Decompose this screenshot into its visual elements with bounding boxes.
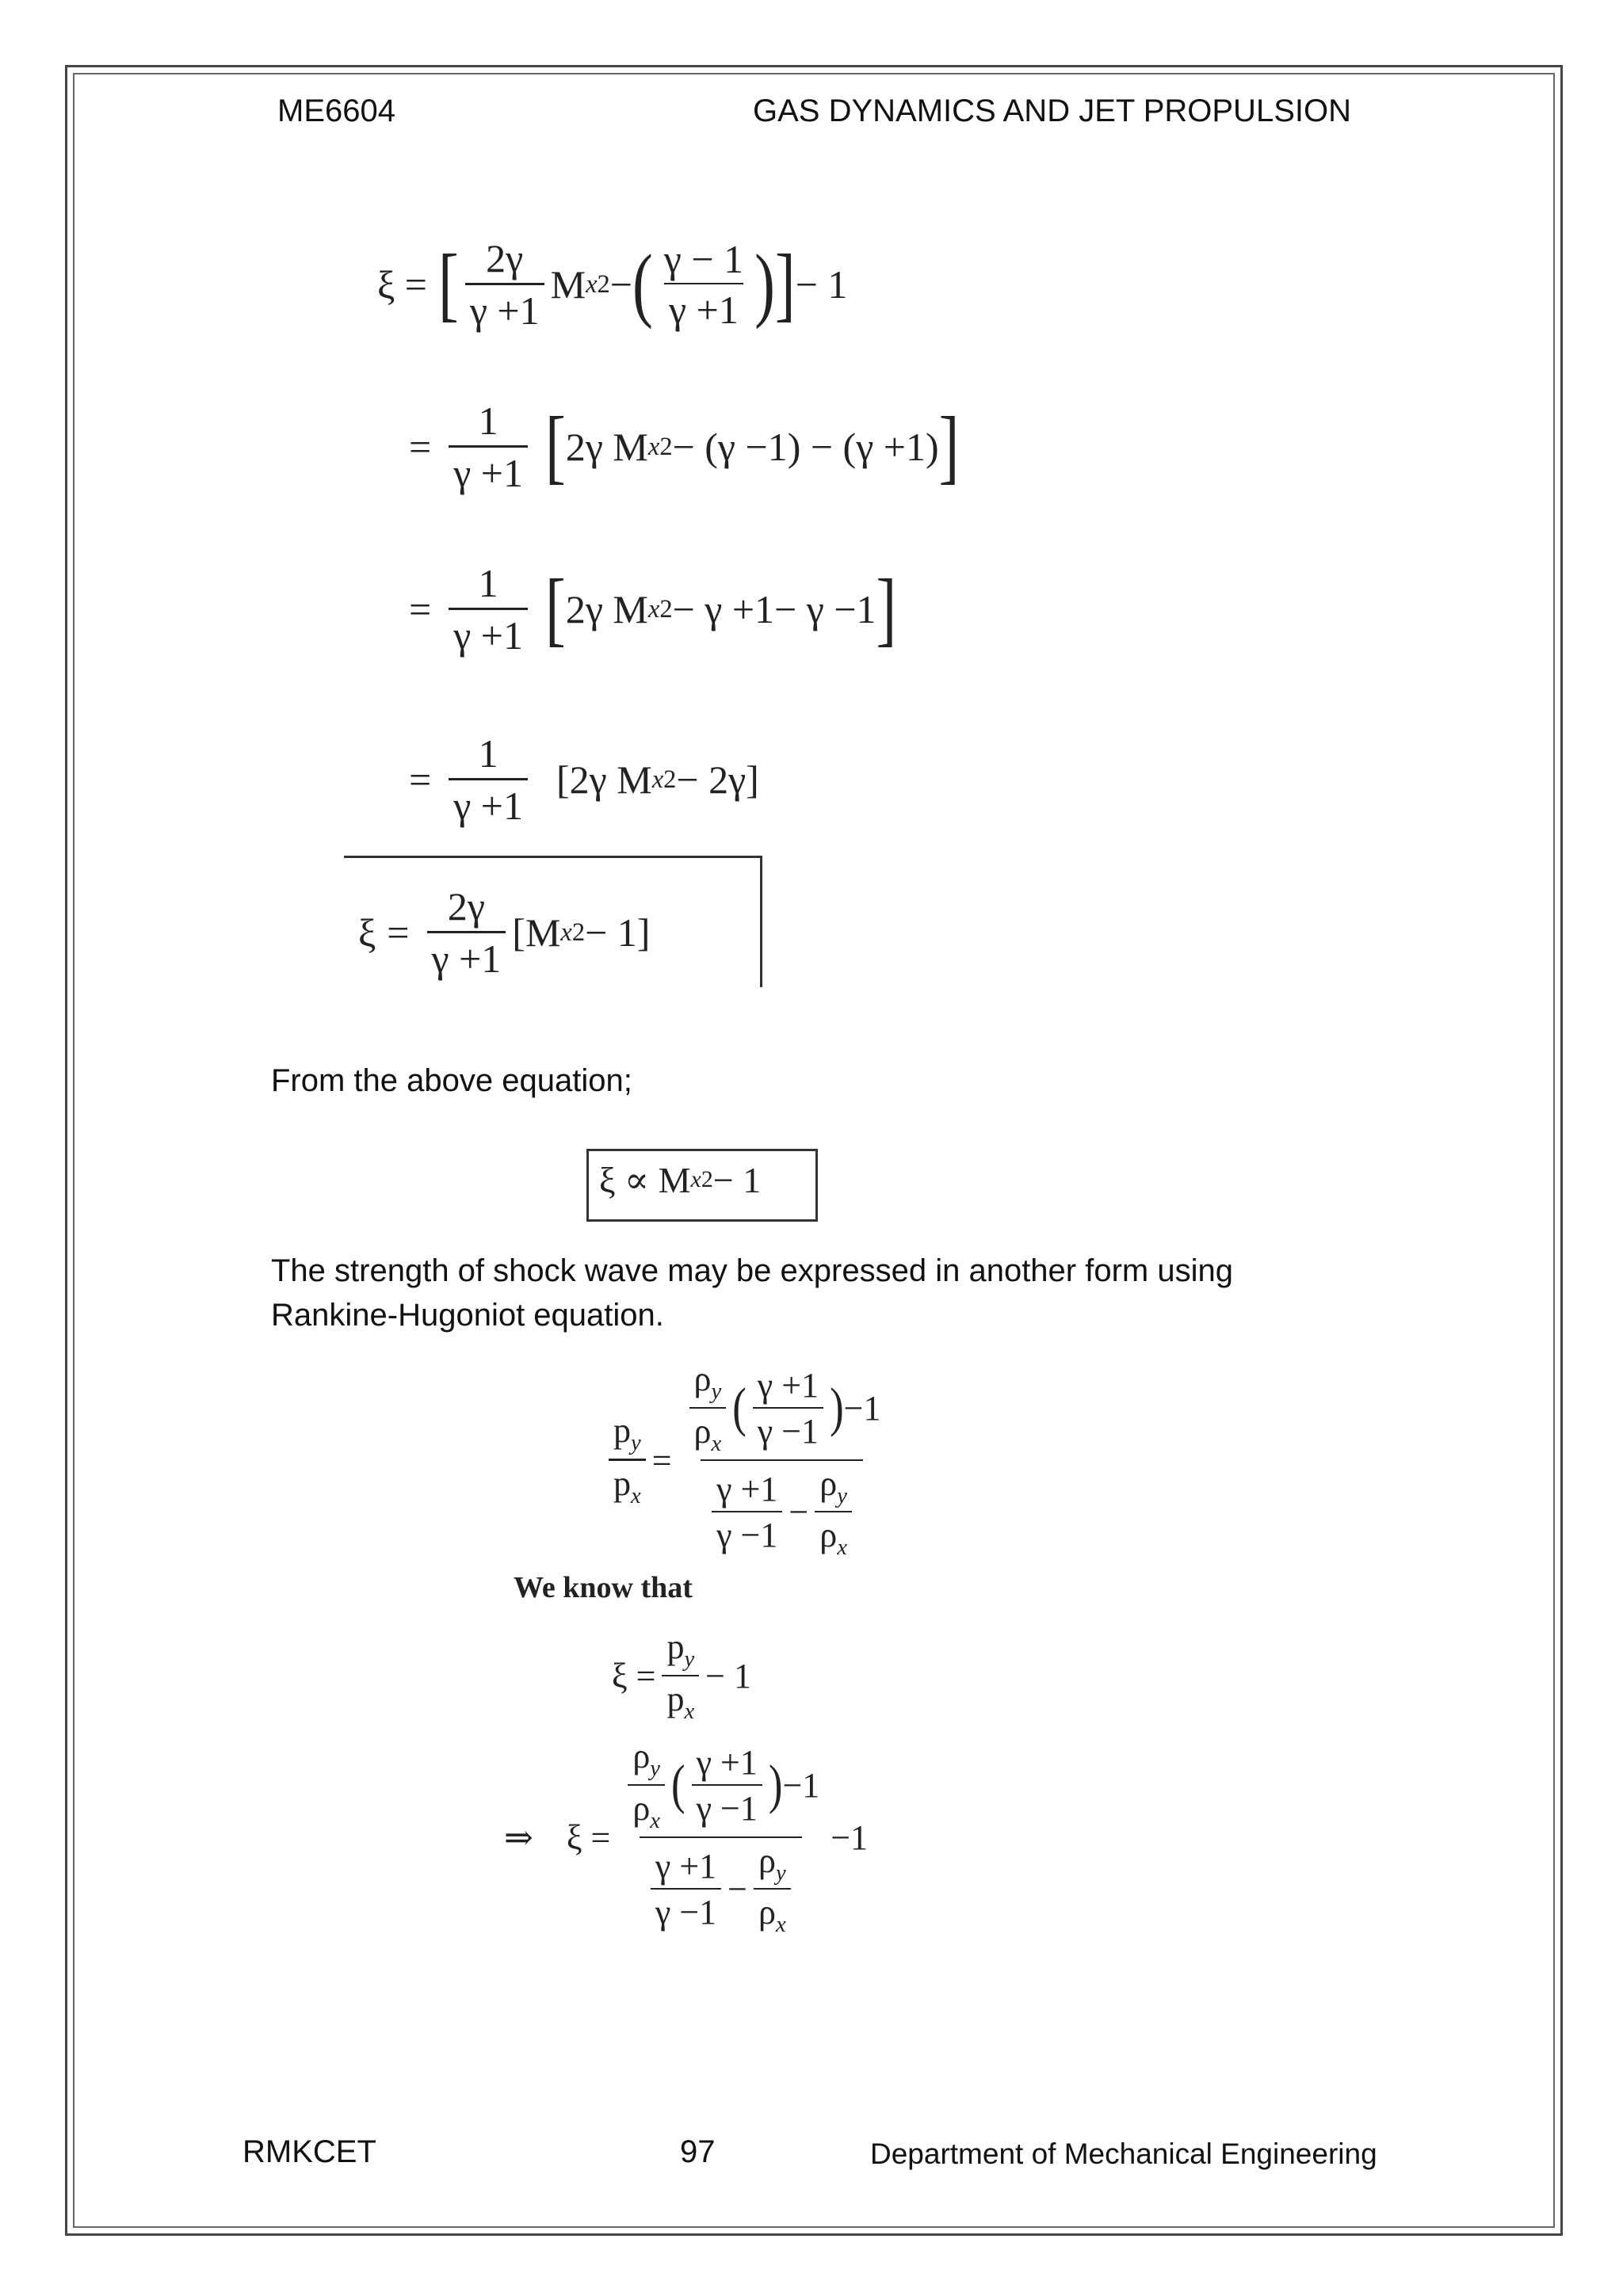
equation-rankine-hugoniot: $\frac{p_y}{p_x}$ = $\frac{\rho_y}{\rho_x}$ ( $\frac{\gamma +1}{\gamma -1}$ ) −1 $\frac{\gamma +1}{\gamma -1}$ − $\frac{\rho_y}{\rho_x}$: [602, 1361, 892, 1560]
text-from-above: From the above equation;: [271, 1063, 632, 1098]
header-course-code: ME6604: [277, 93, 395, 128]
equation-xi-result: ξ = $\frac{2\gamma}{\gamma +1}$ [M x 2 − 1]: [358, 884, 651, 981]
header-course-title: GAS DYNAMICS AND JET PROPULSION: [753, 93, 1351, 128]
equation-xi-density-ratio: ⇒ ξ = $\frac{\rho_y}{\rho_x}$ ( $\frac{\gamma +1}{\gamma -1}$ ) −1 $\frac{\gamma +1}{\gamma -1}$ − $\frac{\rho_y}{\rho_x}$ −1: [504, 1737, 869, 1938]
equation-xi-pressure-ratio: ξ = $\frac{p_y}{p_x}$ − 1: [612, 1627, 751, 1724]
equation-xi-proportional: ξ ∝ M x 2 − 1: [599, 1159, 762, 1200]
equation-xi-step2: = $\frac{1}{\gamma +1}$ [ 2γ M x 2 − (γ −1) − (γ +1) ]: [409, 399, 960, 495]
footer-department: Department of Mechanical Engineering: [870, 2138, 1377, 2170]
equation-xi-step1: ξ = [ $\frac{2\gamma}{\gamma +1}$ M x 2 − ( $\frac{\gamma - 1}{\gamma +1}$ ) ] − 1: [377, 236, 848, 333]
text-strength-line1: The strength of shock wave may be expressed in another form using: [271, 1253, 1233, 1288]
text-strength-line2: Rankine-Hugoniot equation.: [271, 1298, 664, 1333]
text-we-know-that: We know that: [514, 1571, 693, 1604]
equation-xi-step3: = $\frac{1}{\gamma +1}$ [ 2γ M x 2 − γ +1− γ −1 ]: [409, 561, 897, 658]
footer-institution: RMKCET: [242, 2134, 376, 2169]
equation-xi-step4: = $\frac{1}{\gamma +1}$ [2γ M x 2 − 2γ]: [409, 731, 759, 828]
footer-page-number: 97: [680, 2134, 716, 2169]
